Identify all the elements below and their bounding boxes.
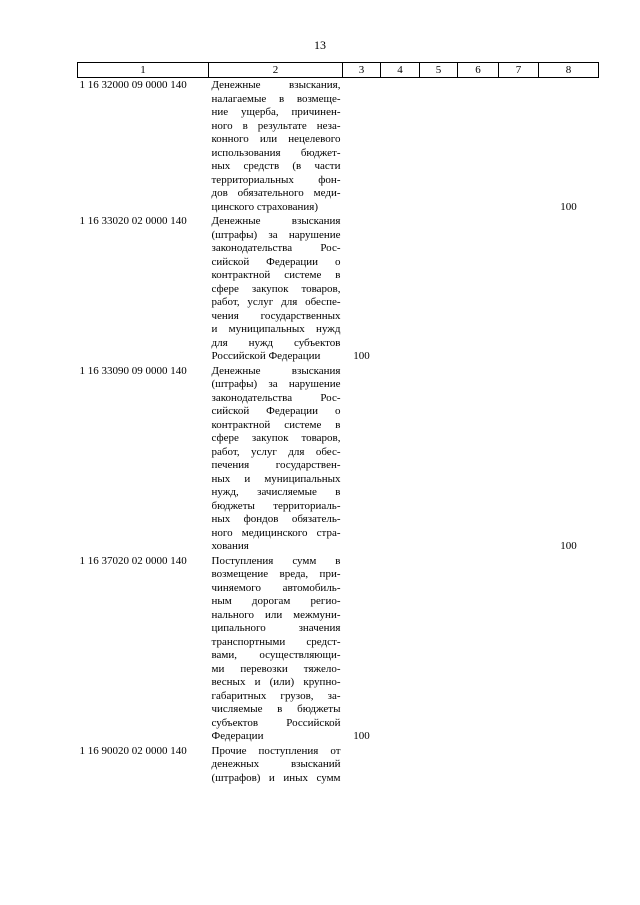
description-line: использования бюджет- [211, 146, 341, 159]
value-col-6 [458, 744, 499, 786]
value-col-7 [499, 364, 539, 554]
description-line: сфере закупок товаров, [211, 432, 341, 444]
description-line: Денежные взыскания [211, 215, 341, 227]
value-col-3 [343, 744, 381, 786]
revenue-table [77, 62, 599, 785]
description-line: ным дорогам регио- [211, 595, 341, 607]
description-line: Российской Федерации [211, 350, 321, 362]
description-line: Денежные взыскания, [211, 79, 341, 91]
table-row [78, 78, 599, 215]
description-line: хования [211, 540, 249, 552]
col-header-1: 1 [78, 63, 209, 78]
description-line: вами, осуществляющи- [211, 649, 341, 661]
value-col-5 [420, 554, 458, 744]
description-line: ми перевозки тяжело- [211, 662, 341, 675]
revenue-description [209, 78, 343, 215]
revenue-code: 1 16 33020 02 0000 140 [79, 215, 187, 227]
table-row [78, 214, 599, 364]
description-line: ных и муниципальных [211, 472, 341, 485]
description-line: нужд, зачисляемые в [211, 486, 341, 498]
description-line: чиняемого автомобиль- [211, 581, 341, 594]
description-line: работ, услуг для обеспе- [211, 296, 341, 308]
description-line: контрактной системе в [211, 269, 341, 281]
value-col-8 [539, 744, 599, 786]
table-row [78, 744, 599, 786]
col-header-6: 6 [458, 63, 499, 78]
revenue-code: 1 16 33090 09 0000 140 [79, 364, 187, 377]
page-number: 13 [314, 38, 326, 52]
value-col-8: 100 [560, 540, 577, 552]
description-line: законодательства Рос- [211, 391, 341, 404]
revenue-description [209, 744, 343, 786]
description-line: ципального значения [211, 622, 341, 634]
col-header-5: 5 [420, 63, 458, 78]
description-line: работ, услуг для обес- [211, 445, 341, 458]
value-col-3 [343, 78, 381, 215]
value-col-4 [381, 744, 420, 786]
value-col-5 [420, 744, 458, 786]
value-col-6 [458, 364, 499, 554]
col-header-2: 2 [209, 63, 343, 78]
description-line: бюджеты территориаль- [211, 499, 341, 512]
value-col-7 [499, 78, 539, 215]
value-col-8: 100 [560, 200, 577, 213]
value-col-7 [499, 744, 539, 786]
description-line: (штрафы) за нарушение [211, 378, 341, 390]
value-col-6 [458, 214, 499, 364]
description-line: законодательства Рос- [211, 242, 341, 254]
value-col-7 [499, 214, 539, 364]
value-col-7 [499, 554, 539, 744]
col-header-4: 4 [381, 63, 420, 78]
value-col-3 [343, 364, 381, 554]
description-line: (штрафов) и иных сумм [211, 771, 341, 784]
description-line: субъектов Российской [211, 716, 341, 729]
value-col-4 [381, 364, 420, 554]
revenue-description [209, 554, 343, 744]
description-line: (штрафы) за нарушение [211, 228, 341, 241]
value-col-3: 100 [353, 350, 370, 362]
col-header-8: 8 [539, 63, 599, 78]
description-line: контрактной системе в [211, 418, 341, 431]
col-header-3: 3 [343, 63, 381, 78]
revenue-code: 1 16 90020 02 0000 140 [79, 744, 187, 757]
description-line: Денежные взыскания [211, 364, 341, 377]
description-line: нального или межмуни- [211, 608, 341, 621]
value-col-4 [381, 214, 420, 364]
description-line: территориальных фон- [211, 173, 341, 186]
description-line: сфере закупок товаров, [211, 282, 341, 295]
description-line: денежных взысканий [211, 758, 341, 770]
description-line: дов обязательного меди- [211, 187, 341, 199]
description-line: ние ущерба, причинен- [211, 106, 341, 118]
col-header-7: 7 [499, 63, 539, 78]
value-col-6 [458, 554, 499, 744]
revenue-description [209, 214, 343, 364]
revenue-description [209, 364, 343, 554]
description-line: ного в результате неза- [211, 119, 341, 132]
revenue-code: 1 16 37020 02 0000 140 [79, 554, 187, 567]
description-line: цинского страхования) [211, 200, 319, 213]
value-col-5 [420, 364, 458, 554]
description-line: конного или нецелевого [211, 133, 341, 145]
description-line: возмещение вреда, при- [211, 568, 341, 580]
description-line: и муниципальных нужд [211, 323, 341, 335]
description-line: ного медицинского стра- [211, 526, 341, 539]
description-line: ных средств (в части [211, 160, 341, 172]
value-col-4 [381, 78, 420, 215]
description-line: налагаемые в возмеще- [211, 92, 341, 105]
value-col-8 [539, 214, 599, 364]
description-line: весных и (или) крупно- [211, 676, 341, 688]
table-row [78, 364, 599, 554]
value-col-8 [539, 554, 599, 744]
description-line: Прочие поступления от [211, 744, 341, 757]
description-line: ных фондов обязатель- [211, 513, 341, 525]
description-line: сийской Федерации о [211, 255, 341, 268]
value-col-4 [381, 554, 420, 744]
value-col-3: 100 [353, 730, 370, 742]
description-line: сийской Федерации о [211, 405, 341, 417]
description-line: габаритных грузов, за- [211, 689, 341, 702]
description-line: Федерации [211, 730, 264, 742]
value-col-6 [458, 78, 499, 215]
description-line: печения государствен- [211, 459, 341, 471]
description-line: для нужд субъектов [211, 336, 341, 349]
description-line: Поступления сумм в [211, 554, 341, 567]
value-col-5 [420, 214, 458, 364]
header-row [78, 63, 599, 78]
description-line: транспортными средст- [211, 635, 341, 648]
table-row [78, 554, 599, 744]
revenue-code: 1 16 32000 09 0000 140 [79, 79, 187, 91]
description-line: чения государственных [211, 309, 341, 322]
value-col-5 [420, 78, 458, 215]
description-line: числяемые в бюджеты [211, 703, 341, 715]
